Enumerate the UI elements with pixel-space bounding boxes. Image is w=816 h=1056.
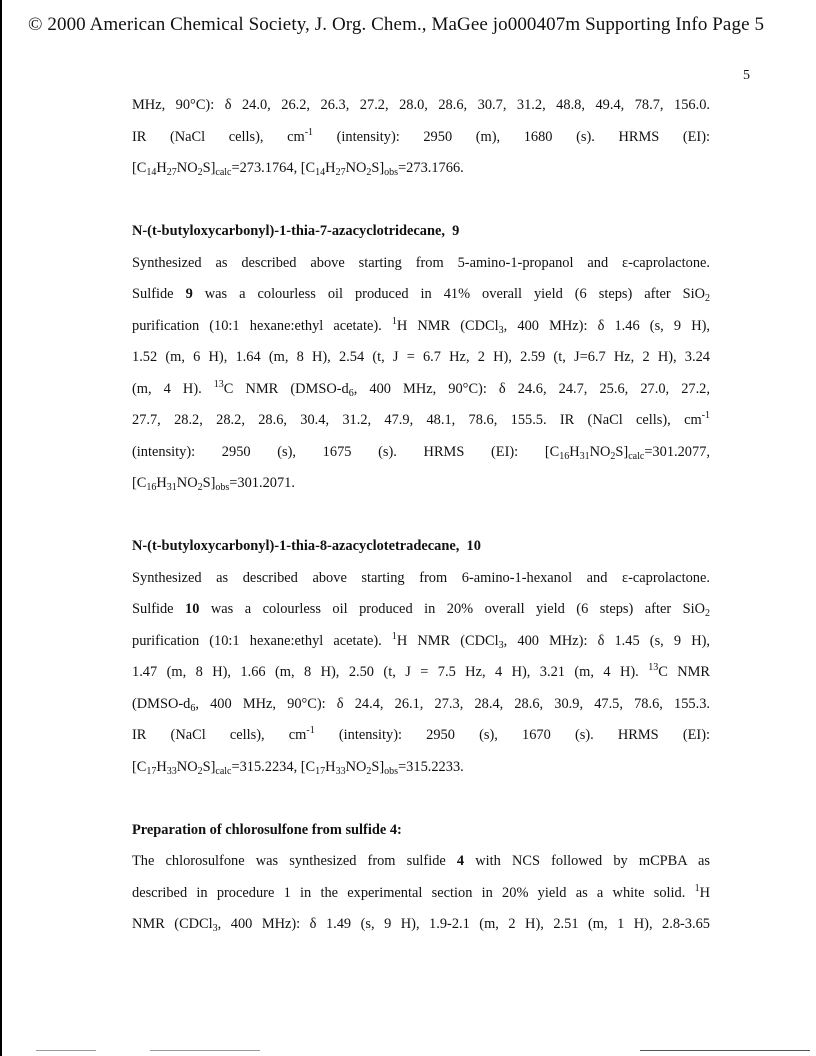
compound-9-line-1: Synthesized as described above starting from 5-amino-1-propanol and ε-caprolactone.	[132, 254, 710, 271]
scan-edge-bar	[0, 0, 2, 1056]
compound-9-heading: N-(t-butyloxycarbonyl)-1-thia-7-azacyclotridecane, 9	[132, 223, 460, 239]
compound-10-line-5: ($DMSO-d_6$, 400 MHz, 90°C): δ 24.4, 26.1, 27.3, 28.4, 28.6, 30.9, 47.5, 78.6, 155.3.	[132, 695, 710, 714]
compound-9-line-5: (m, 4 H). $^{13}$C NMR ($DMSO-d_6$, 400 MHz, 90°C): δ 24.6, 24.7, 25.6, 27.0, 27.2,	[132, 378, 710, 399]
chlorosulfone-line-2: described in procedure 1 in the experimental section in 20% yield as a white solid. $^1$H	[132, 882, 710, 901]
chlorosulfone-line-3: NMR (CDCl$_3$, 400 MHz): δ 1.49 (s, 9 H), 1.9-2.1 (m, 2 H), 2.51 (m, 1 H), 2.8-3.65	[132, 916, 710, 934]
chlorosulfone-line-1: The chlorosulfone was synthesized from sulfide 4 with NCS followed by mCPBA as	[132, 853, 710, 869]
compound-10-line-1: Synthesized as described above starting from 6-amino-1-hexanol and ε-caprolactone.	[132, 569, 710, 586]
intro-line-1: MHz, 90°C): δ 24.0, 26.2, 26.3, 27.2, 28.0, 28.6, 30.7, 31.2, 48.8, 49.4, 78.7, 156.0.	[132, 97, 710, 113]
scan-artifact	[150, 1050, 260, 1051]
compound-9-line-4: 1.52 (m, 6 H), 1.64 (m, 8 H), 2.54 (t, J = 6.7 Hz, 2 H), 2.59 (t, J=6.7 Hz, 2 H), 3.24	[132, 349, 710, 365]
intro-formula-line: $[C_{14}H_{27}NO_2S]_{calc}=273.1764$, $[C_{14}H_{27}NO_2S]_{obs}=273.1766$.	[132, 160, 464, 178]
compound-10-line-3: purification (10:1 hexane:ethyl acetate). $^1$H NMR (CDCl$_3$, 400 MHz): δ 1.45 (s, 9 H),	[132, 630, 710, 651]
compound-10-line-4: 1.47 (m, 8 H), 1.66 (m, 8 H), 2.50 (t, J = 7.5 Hz, 4 H), 3.21 (m, 4 H). $^{13}$C NMR	[132, 662, 710, 680]
compound-10-heading: N-(t-butyloxycarbonyl)-1-thia-8-azacyclotetradecane, 10	[132, 538, 481, 554]
spacer	[132, 185, 710, 217]
spacer	[132, 500, 710, 532]
compound-9-line-6: 27.7, 28.2, 28.2, 28.6, 30.4, 31.2, 47.9, 48.1, 78.6, 155.5. IR (NaCl cells), $cm^{-1}$	[132, 410, 710, 428]
document-body	[132, 90, 710, 941]
compound-9-line-8: $[C_{16}H_{31}NO_2S]_{obs}=301.2071$.	[132, 475, 295, 493]
spacer	[132, 783, 710, 815]
intro-line-2: IR (NaCl cells), $cm^{-1}$ (intensity): 2950 (m), 1680 (s). HRMS (EI):	[132, 126, 710, 145]
chlorosulfone-heading: Preparation of chlorosulfone from sulfide 4:	[132, 821, 402, 838]
compound-9-line-3: purification (10:1 hexane:ethyl acetate). $^1$H NMR (CDCl$_3$, 400 MHz): δ 1.46 (s, 9 H),	[132, 315, 710, 336]
compound-10-line-2: Sulfide 10 was a colourless oil produced in 20% overall yield (6 steps) after SiO$_2$	[132, 601, 710, 619]
compound-10-line-6: IR (NaCl cells), $cm^{-1}$ (intensity): 2950 (s), 1670 (s). HRMS (EI):	[132, 725, 710, 743]
compound-9-line-7: (intensity): 2950 (s), 1675 (s). HRMS (EI): $[C_{16}H_{31}NO_2S]_{calc}=301.2077$,	[132, 443, 710, 462]
compound-9-line-2: Sulfide 9 was a colourless oil produced in 41% overall yield (6 steps) after SiO$_2$	[132, 286, 710, 304]
page-number: 5	[743, 68, 750, 83]
compound-10-line-7: $[C_{17}H_{33}NO_2S]_{calc}=315.2234$, $[C_{17}H_{33}NO_2S]_{obs}=315.2233$.	[132, 758, 464, 777]
page-header: © 2000 American Chemical Society, J. Org. Chem., MaGee jo000407m Supporting Info Page 5	[28, 14, 765, 35]
scan-artifact	[36, 1050, 96, 1051]
scan-artifact	[640, 1050, 810, 1051]
